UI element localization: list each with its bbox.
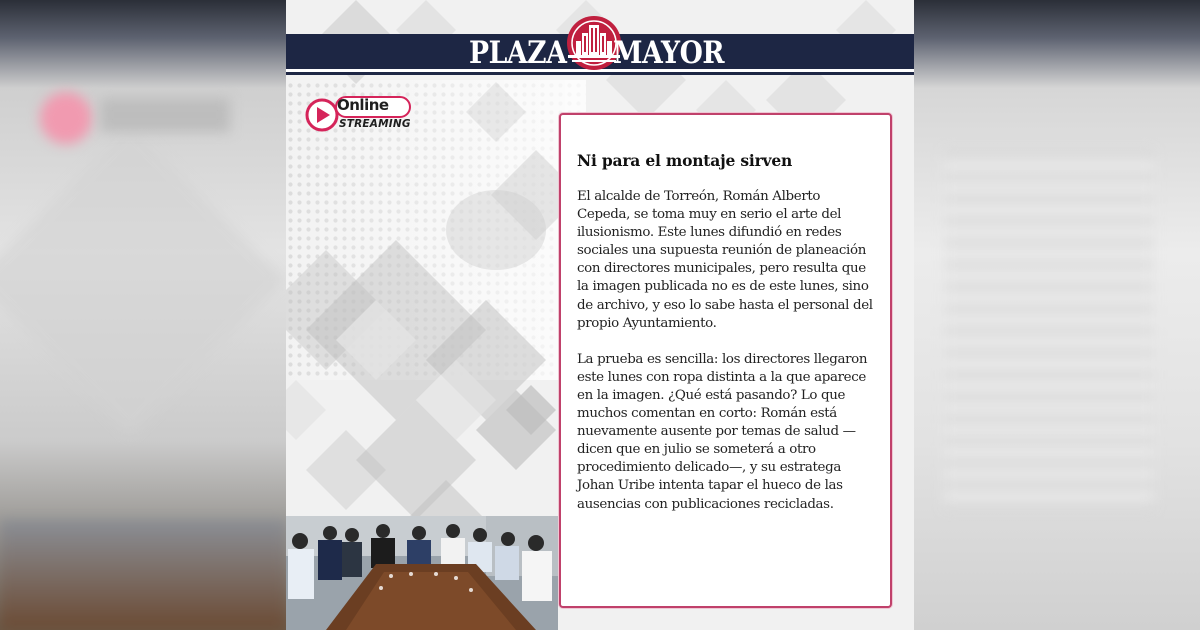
blurred-text-block [944,150,1154,510]
news-card-panel [286,0,914,630]
article-card [559,113,892,608]
article-title: Ni para el montaje sirven [577,151,793,170]
blurred-badge-shape [40,92,92,144]
badge-label-streaming: STREAMING [339,118,411,130]
article-paragraph-2: La prueba es sencilla: los directores llegaron este lunes con ropa distinta a la que aparece en la imagen. ¿Qué está pasando? Lo que muchos comentan en corto: Román está nuevamente ausente por temas de salud —dicen que en julio se someterá a otro procedimiento delicado—, y su estratega Johan Uribe intenta tapar el hueco de las ausencias con publicaciones recicladas. [577,351,868,512]
article-body [577,151,877,532]
plaza-mayor-logo [286,15,914,75]
article-paragraph-1: El alcalde de Torreón, Román Alberto Cepeda, se toma muy en serio el arte del ilusionismo. Este lunes difundió en redes sociales una supuesta reunión de planeación con directores municipales, pero resulta que la imagen publicada no es de este lunes, sino de archivo, y eso lo sabe hasta el personal del propio Ayuntamiento. [577,189,873,331]
blurred-diamond-shape [0,124,286,435]
logo-word-left: PLAZA [469,35,567,71]
online-streaming-badge[interactable] [305,96,415,136]
blurred-background-right [914,0,1200,630]
play-circle-icon [305,98,339,132]
badge-label-online: Online [337,96,389,114]
blurred-photo [0,520,286,630]
meeting-photo [286,516,558,630]
blurred-background-left [0,0,286,630]
logo-word-right: MAYOR [613,35,725,71]
blurred-badge-label [100,98,230,132]
